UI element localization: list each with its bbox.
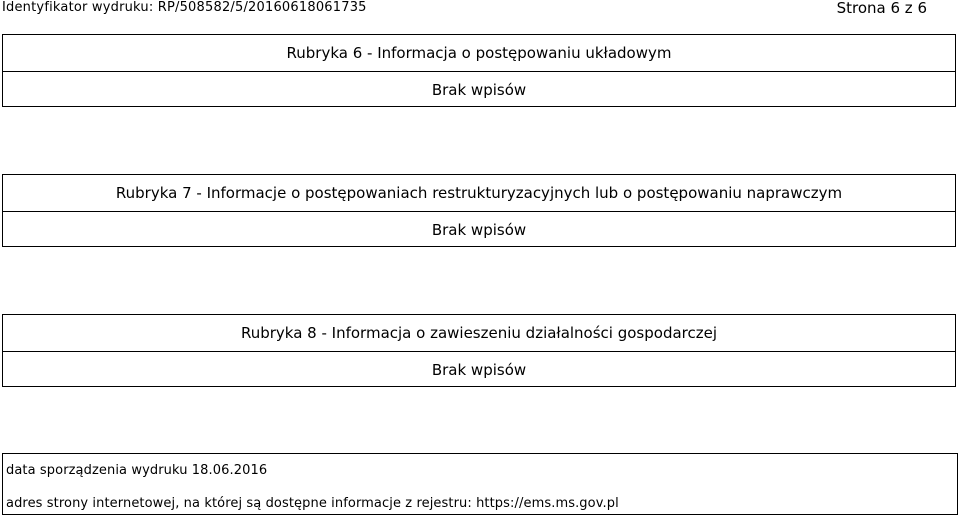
footer <box>2 453 958 515</box>
section-body: Brak wpisów <box>431 221 527 239</box>
section-title: Rubryka 7 - Informacje o postępowaniach restrukturyzacyjnych lub o postępowaniu naprawczym <box>3 175 955 212</box>
section-title: Rubryka 8 - Informacja o zawieszeniu działalności gospodarczej <box>3 315 955 352</box>
section-body: Brak wpisów <box>431 361 527 379</box>
register-website: adres strony internetowej, na której są dostępne informacje z rejestru: https://ems.ms.gov.pl <box>6 496 619 511</box>
print-date: data sporządzenia wydruku 18.06.2016 <box>6 463 268 478</box>
section-rubric-7 <box>2 174 956 247</box>
section-rubric-6 <box>2 34 956 107</box>
print-identifier: Identyfikator wydruku: RP/508582/5/20160618061735 <box>2 0 367 15</box>
page-number: Strona 6 z 6 <box>836 0 927 17</box>
section-rubric-8 <box>2 314 956 387</box>
section-body: Brak wpisów <box>431 81 527 99</box>
section-title: Rubryka 6 - Informacja o postępowaniu układowym <box>3 35 955 72</box>
